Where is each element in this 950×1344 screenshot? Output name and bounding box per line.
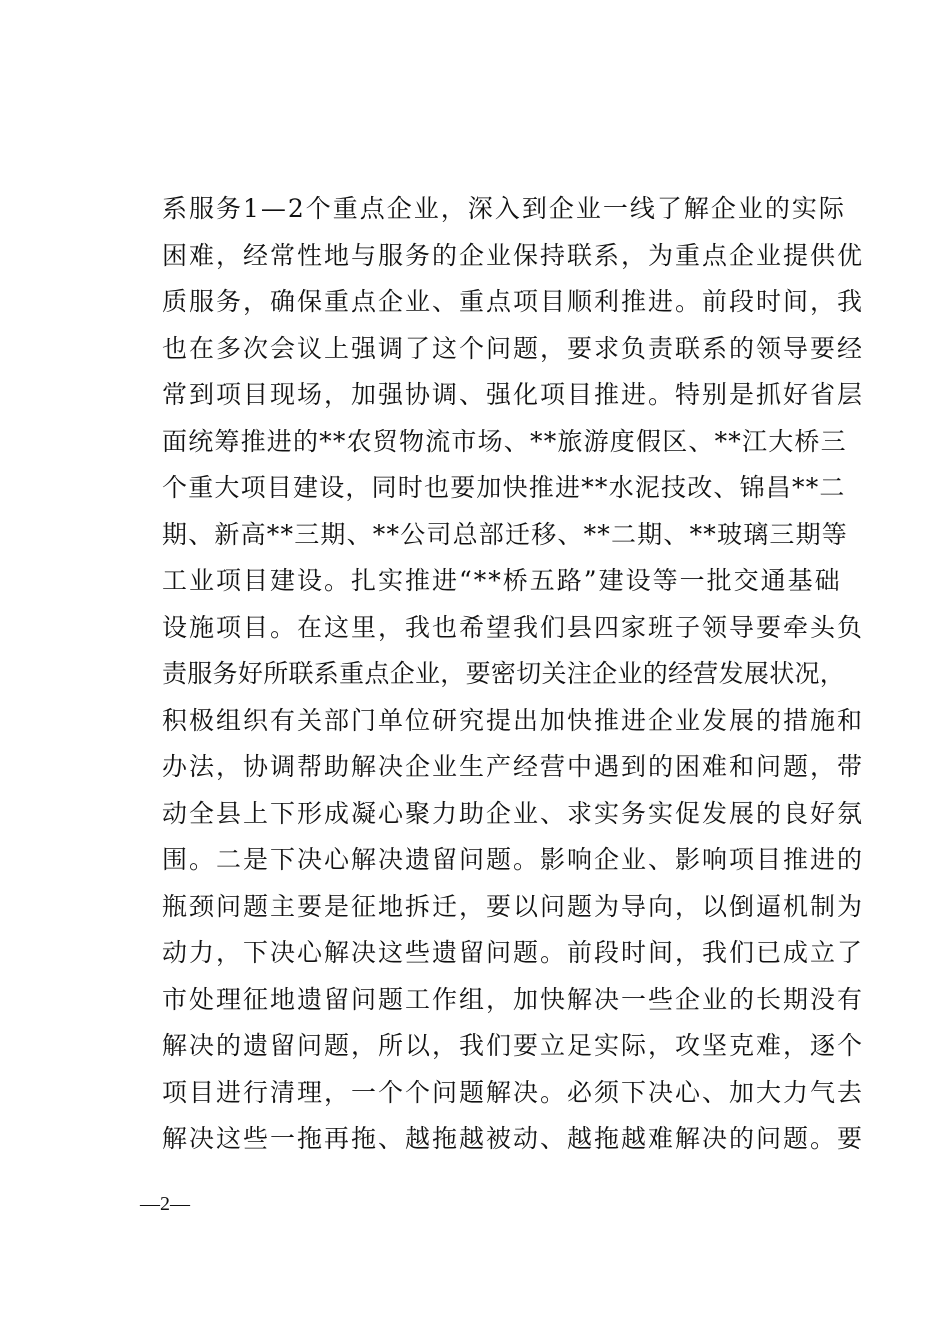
text-line: 工业项目建设。扎实推进“**桥五路”建设等一批交通基础 <box>162 566 842 595</box>
text-line: 质服务，确保重点企业、重点项目顺利推进。前段时间，我 <box>162 287 865 316</box>
text-line: 动全县上下形成凝心聚力助企业、求实务实促发展的良好氛 <box>162 798 865 828</box>
text-line: 积极组织有关部门单位研究提出加快推进企业发展的措施和 <box>162 705 865 735</box>
text-line: 面统筹推进的**农贸物流市场、**旅游度假区、**江大桥三 <box>162 426 847 456</box>
text-line: 常到项目现场，加强协调、强化项目推进。特别是抓好省层 <box>162 380 865 409</box>
text-line: 动力，下决心解决这些遗留问题。前段时间，我们已成立了 <box>162 938 865 967</box>
text-line: 责服务好所联系重点企业，要密切关注企业的经营发展状况， <box>162 659 846 688</box>
text-line: 期、新高**三期、**公司总部迁移、**二期、**玻璃三期等 <box>162 519 849 549</box>
text-line: 办法，协调帮助解决企业生产经营中遇到的困难和问题，带 <box>162 752 865 781</box>
text-line: 瓶颈问题主要是征地拆迁，要以问题为导向，以倒逼机制为 <box>162 891 865 921</box>
text-line: 项目进行清理，一个个问题解决。必须下决心、加大力气去 <box>162 1077 865 1107</box>
text-line: 围。二是下决心解决遗留问题。影响企业、影响项目推进的 <box>162 845 865 874</box>
text-line: 解决这些一拖再拖、越拖越被动、越拖越难解决的问题。要 <box>162 1124 865 1153</box>
page-number: —2— <box>140 1193 190 1215</box>
text-line: 系服务1—2个重点企业，深入到企业一线了解企业的实际 <box>162 194 846 223</box>
body-text <box>162 186 865 1163</box>
text-line: 困难，经常性地与服务的企业保持联系，为重点企业提供优 <box>162 240 865 270</box>
text-line: 也在多次会议上强调了这个问题，要求负责联系的领导要经 <box>162 333 865 363</box>
text-line: 设施项目。在这里，我也希望我们县四家班子领导要牵头负 <box>162 612 865 642</box>
text-line: 市处理征地遗留问题工作组，加快解决一些企业的长期没有 <box>162 984 865 1014</box>
text-line: 解决的遗留问题，所以，我们要立足实际，攻坚克难，逐个 <box>162 1031 865 1060</box>
text-line: 个重大项目建设，同时也要加快推进**水泥技改、锦昌**二 <box>162 473 846 502</box>
